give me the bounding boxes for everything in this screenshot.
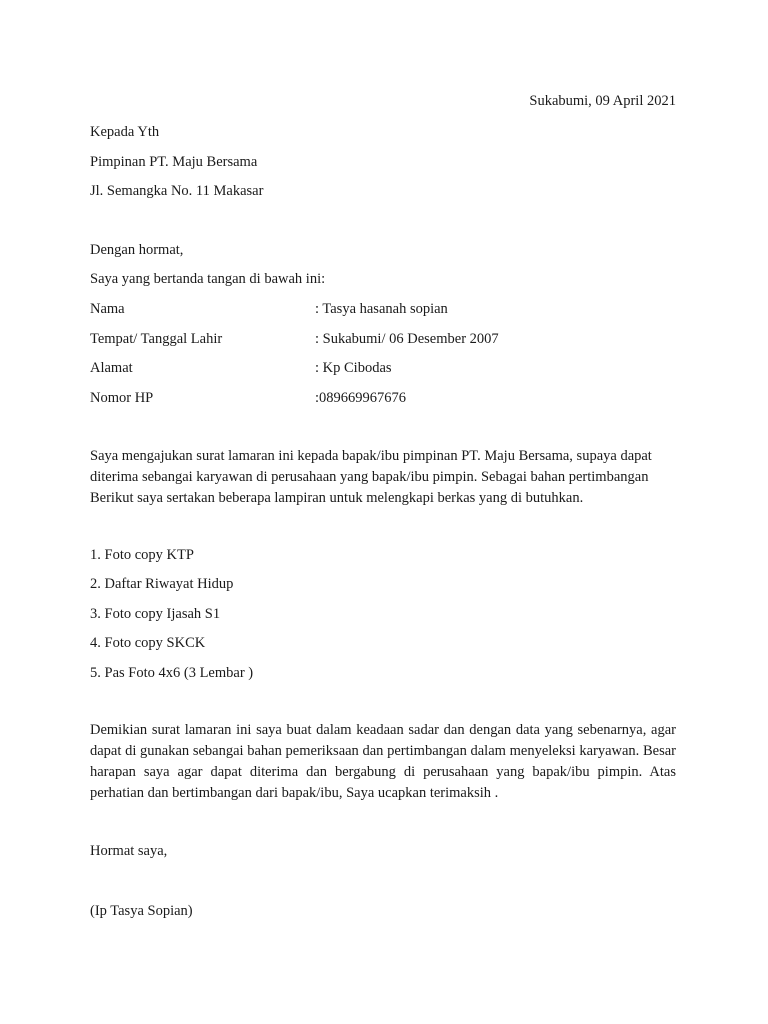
field-row-phone [90, 389, 690, 407]
field-row-address [90, 359, 690, 377]
field-value: :089669967676 [315, 390, 407, 406]
field-label: Nama [90, 301, 125, 317]
recipient-line-1: Kepada Yth [90, 124, 160, 140]
place-date: Sukabumi, 09 April 2021 [529, 93, 676, 109]
signature-name: (Ip Tasya Sopian) [90, 903, 193, 919]
attachment-item: 3. Foto copy Ijasah S1 [90, 606, 221, 622]
attachment-item: 1. Foto copy KTP [90, 547, 194, 563]
attachment-item: 4. Foto copy SKCK [90, 635, 206, 651]
field-value: : Sukabumi/ 06 Desember 2007 [315, 331, 499, 347]
recipient-line-2: Pimpinan PT. Maju Bersama [90, 154, 258, 170]
signoff: Hormat saya, [90, 843, 168, 859]
field-label: Alamat [90, 360, 133, 376]
attachment-item: 2. Daftar Riwayat Hidup [90, 576, 234, 592]
recipient-line-3: Jl. Semangka No. 11 Makasar [90, 183, 264, 199]
body-paragraph: Saya mengajukan surat lamaran ini kepada bapak/ibu pimpinan PT. Maju Bersama, supaya dapat diterima sebangai karyawan di perusahaan yang bapak/ibu pimpin. Sebagai bahan pertimbangan Berikut saya sertakan beberapa lampiran untuk melengkapi berkas yang di butuhkan. [90, 448, 652, 506]
field-label: Tempat/ Tanggal Lahir [90, 331, 223, 347]
closing-paragraph: Demikian surat lamaran ini saya buat dalam keadaan sadar dan dengan data yang sebenarnya, agar dapat di gunakan sebangai bahan pemeriksaan dan pertimbangan dalam menyeleksi karyawan. Besar harapan saya agar dapat diterima dan bergabung di perusahaan yang bapak/ibu pimpin. Atas perhatian dan bertimbangan dari bapak/ibu, Saya ucapkan terimaksih . [90, 722, 676, 801]
field-label: Nomor HP [90, 390, 154, 406]
attachment-item: 5. Pas Foto 4x6 (3 Lembar ) [90, 665, 254, 681]
field-value: : Kp Cibodas [315, 360, 392, 376]
greeting: Dengan hormat, [90, 242, 184, 258]
field-value: : Tasya hasanah sopian [315, 301, 448, 317]
intro-text: Saya yang bertanda tangan di bawah ini: [90, 271, 326, 287]
field-row-name [90, 300, 690, 318]
field-row-birth [90, 330, 690, 348]
